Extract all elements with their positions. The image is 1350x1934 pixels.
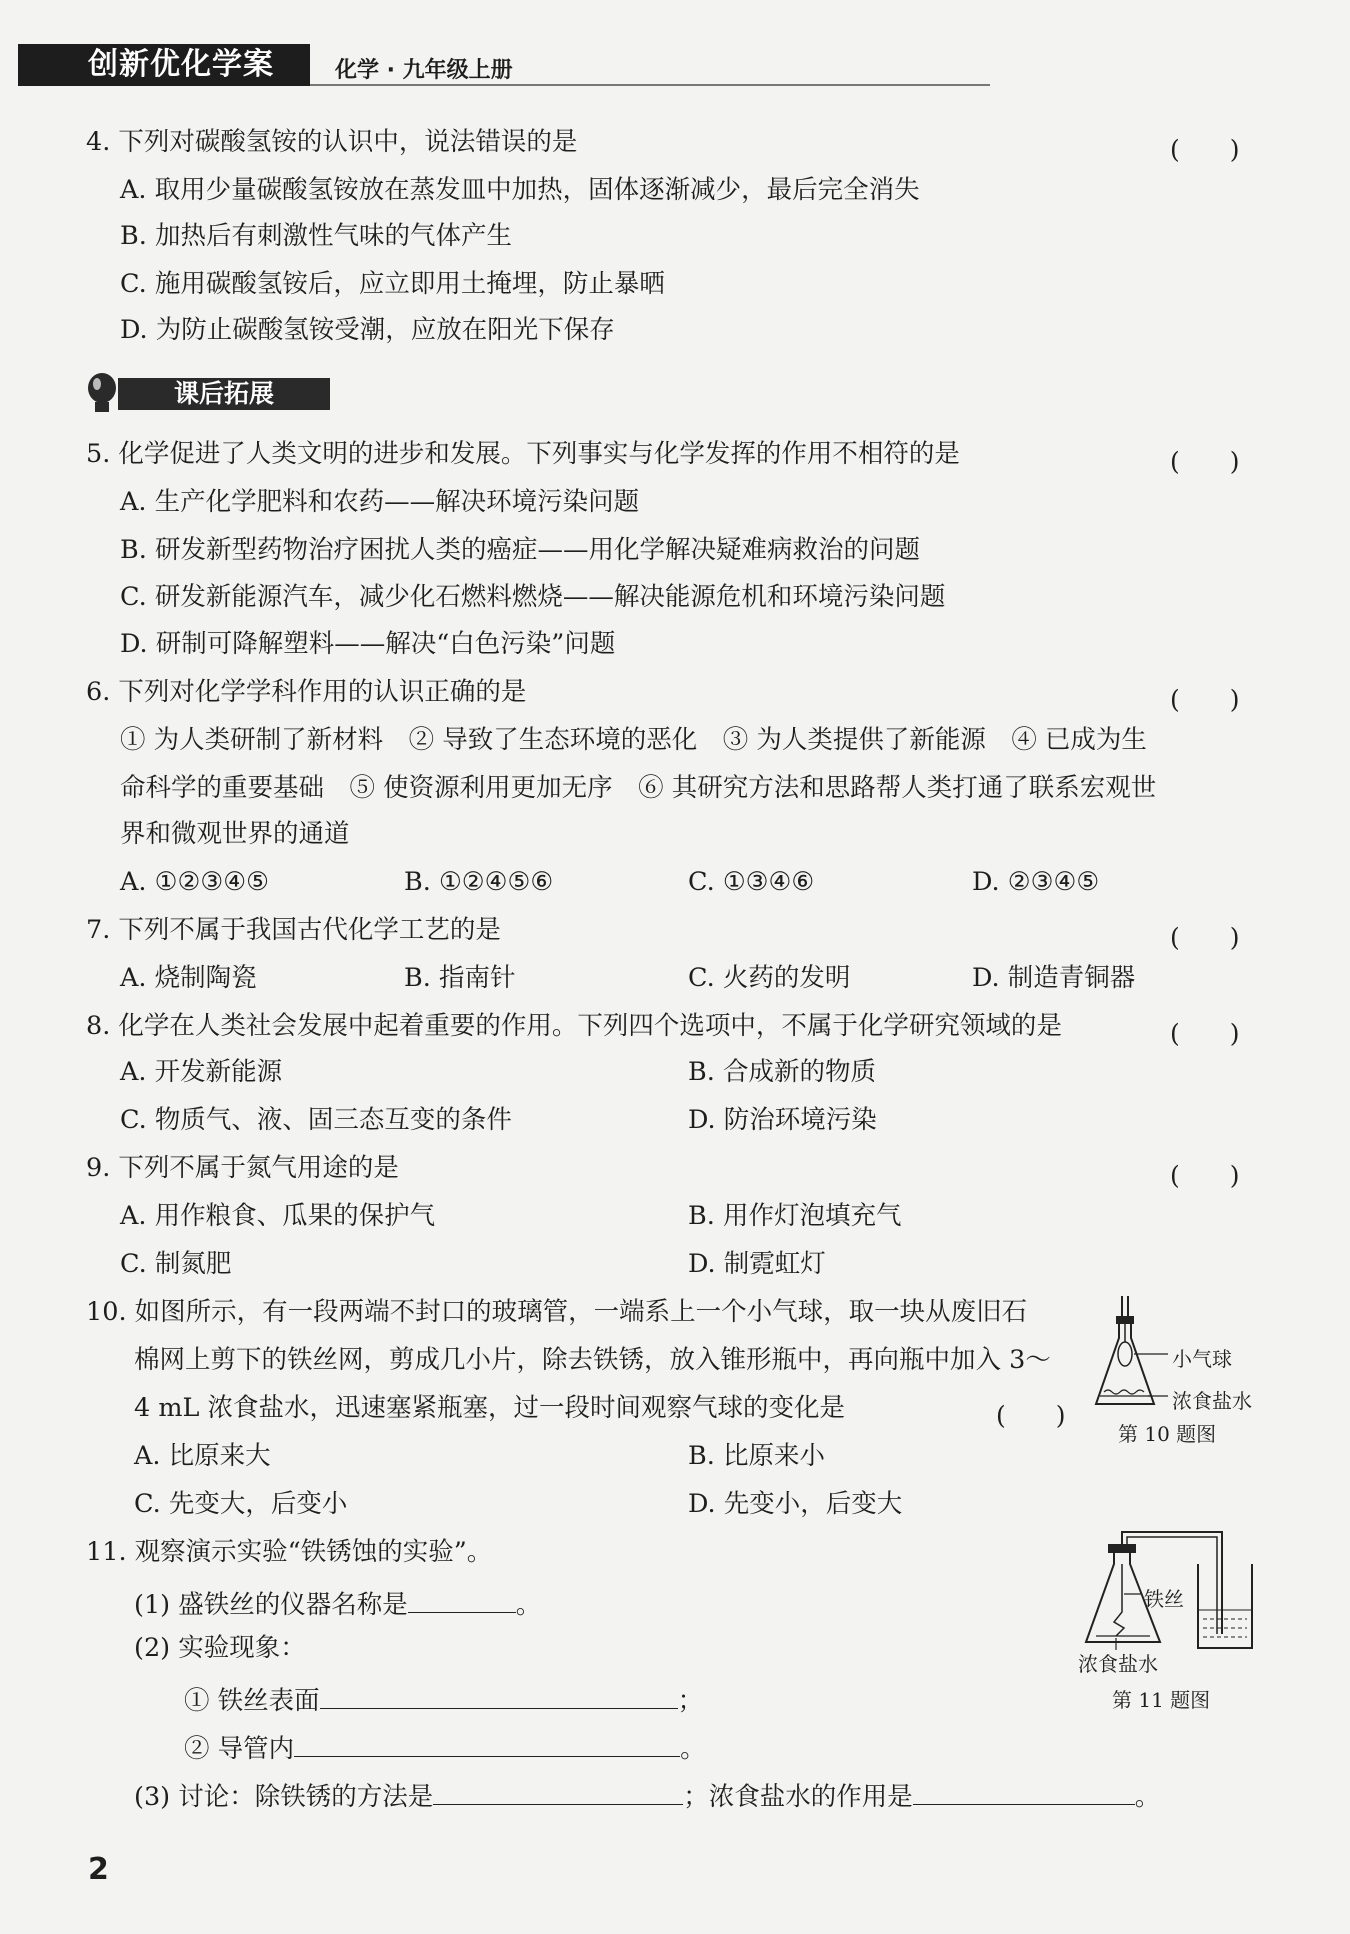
q10-stem-line3: 4 mL 浓食盐水，迅速塞紧瓶塞，过一段时间观察气球的变化是 (134, 1393, 846, 1423)
q11-part2a-end: ； (677, 1686, 704, 1716)
q7-option-a: A. 烧制陶瓷 (120, 963, 257, 993)
q8-answer-paren[interactable]: ( ) (1170, 1019, 1240, 1048)
label-brine-11: 浓食盐水 (1078, 1652, 1158, 1676)
q7-option-c: C. 火药的发明 (688, 963, 851, 993)
q8-option-b: B. 合成新的物质 (688, 1057, 876, 1087)
header-rule (310, 84, 990, 86)
q5-answer-paren[interactable]: ( ) (1170, 447, 1240, 476)
section-label: 课后拓展 (118, 378, 330, 410)
q5-stem: 5. 化学促进了人类文明的进步和发展。下列事实与化学发挥的作用不相符的是 (86, 439, 960, 469)
q10-stem-line2: 棉网上剪下的铁丝网，剪成几小片，除去铁锈，放入锥形瓶中，再向瓶中加入 3～ (134, 1345, 1051, 1375)
book-title-banner: 创新优化学案 (18, 44, 310, 86)
figure-caption-10: 第 10 题图 (1118, 1422, 1217, 1446)
q7-answer-paren[interactable]: ( ) (1170, 923, 1240, 952)
q11-part2b-blank[interactable] (294, 1732, 680, 1757)
q6-stem: 6. 下列对化学学科作用的认识正确的是 (86, 677, 527, 707)
q10-option-a: A. 比原来大 (134, 1441, 271, 1471)
q4-option-c: C. 施用碳酸氢铵后，应立即用土掩埋，防止暴晒 (120, 269, 665, 299)
q9-option-a: A. 用作粮食、瓜果的保护气 (120, 1201, 436, 1231)
q10-option-b: B. 比原来小 (688, 1441, 825, 1471)
q11-part2a-text: ① 铁丝表面 (184, 1686, 320, 1716)
figure-caption-11: 第 11 题图 (1112, 1688, 1211, 1712)
q11-part3-mid: ；浓食盐水的作用是 (683, 1782, 913, 1812)
q9-answer-paren[interactable]: ( ) (1170, 1161, 1240, 1190)
q6-option-d: D. ②③④⑤ (972, 867, 1100, 897)
q4-option-d: D. 为防止碳酸氢铵受潮，应放在阳光下保存 (120, 315, 615, 345)
q4-option-b: B. 加热后有刺激性气味的气体产生 (120, 221, 512, 251)
q7-option-b: B. 指南针 (404, 963, 516, 993)
q11-part2b (184, 1732, 706, 1763)
q9-option-c: C. 制氮肥 (120, 1249, 232, 1279)
q8-option-d: D. 防治环境污染 (688, 1105, 877, 1135)
q9-option-b: B. 用作灯泡填充气 (688, 1201, 902, 1231)
q9-stem: 9. 下列不属于氮气用途的是 (86, 1153, 399, 1183)
q11-part1 (134, 1588, 541, 1619)
q6-option-c: C. ①③④⑥ (688, 867, 815, 897)
q5-option-a: A. 生产化学肥料和农药——解决环境污染问题 (120, 487, 640, 517)
q11-part3 (134, 1780, 1160, 1811)
q6-statement-line1: ① 为人类研制了新材料 ② 导致了生态环境的恶化 ③ 为人类提供了新能源 ④ 已成为生 (120, 725, 1147, 755)
q11-part3-blank2[interactable] (913, 1780, 1135, 1805)
label-iron-wire: 铁丝 (1144, 1587, 1184, 1611)
q11-stem: 11. 观察演示实验“铁锈蚀的实验”。 (86, 1537, 493, 1567)
q6-answer-paren[interactable]: ( ) (1170, 685, 1240, 714)
q4-answer-paren[interactable]: ( ) (1170, 135, 1240, 164)
page-number: 2 (88, 1852, 109, 1887)
q6-option-b: B. ①②④⑤⑥ (404, 867, 554, 897)
q5-option-c: C. 研发新能源汽车，减少化石燃料燃烧——解决能源危机和环境污染问题 (120, 582, 946, 612)
q11-part2b-text: ② 导管内 (184, 1734, 295, 1764)
flask-balloon-diagram (1090, 1292, 1180, 1422)
q9-option-d: D. 制霓虹灯 (688, 1249, 826, 1279)
q8-stem: 8. 化学在人类社会发展中起着重要的作用。下列四个选项中，不属于化学研究领域的是 (86, 1011, 1062, 1041)
subject-title: 化学 · 九年级上册 (335, 58, 513, 83)
q11-part1-end: 。 (515, 1590, 542, 1620)
q5-option-b: B. 研发新型药物治疗困扰人类的癌症——用化学解决疑难病救治的问题 (120, 535, 920, 565)
q11-part2a (184, 1684, 703, 1715)
q11-part2: (2) 实验现象： (134, 1633, 306, 1663)
q11-part2b-end: 。 (680, 1734, 706, 1764)
q5-option-d: D. 研制可降解塑料——解决“白色污染”问题 (120, 629, 616, 659)
q10-option-d: D. 先变小，后变大 (688, 1489, 903, 1519)
q7-stem: 7. 下列不属于我国古代化学工艺的是 (86, 915, 501, 945)
q10-stem-line1: 10. 如图所示，有一段两端不封口的玻璃管，一端系上一个小气球，取一块从废旧石 (86, 1297, 1028, 1327)
q11-part1-text: (1) 盛铁丝的仪器名称是 (134, 1590, 408, 1620)
q11-part2a-blank[interactable] (320, 1684, 678, 1709)
q8-option-a: A. 开发新能源 (120, 1057, 283, 1087)
q11-part3-text: (3) 讨论：除铁锈的方法是 (134, 1782, 434, 1812)
q8-option-c: C. 物质气、液、固三态互变的条件 (120, 1105, 512, 1135)
q4-stem: 4. 下列对碳酸氢铵的认识中，说法错误的是 (86, 127, 578, 157)
q11-part1-blank[interactable] (408, 1588, 516, 1613)
q7-option-d: D. 制造青铜器 (972, 963, 1136, 993)
q10-answer-paren[interactable]: ( ) (996, 1401, 1066, 1430)
q10-option-c: C. 先变大，后变小 (134, 1489, 348, 1519)
label-brine-10: 浓食盐水 (1172, 1389, 1252, 1413)
q11-part3-end: 。 (1134, 1782, 1161, 1812)
q11-part3-blank1[interactable] (433, 1780, 683, 1805)
q4-option-a: A. 取用少量碳酸氢铵放在蒸发皿中加热，固体逐渐减少，最后完全消失 (120, 175, 920, 205)
label-balloon: 小气球 (1172, 1347, 1232, 1371)
q6-statement-line3: 界和微观世界的通道 (120, 819, 350, 849)
q6-statement-line2: 命科学的重要基础 ⑤ 使资源利用更加无序 ⑥ 其研究方法和思路帮人类打通了联系宏观世 (120, 773, 1157, 803)
q6-option-a: A. ①②③④⑤ (120, 867, 269, 897)
